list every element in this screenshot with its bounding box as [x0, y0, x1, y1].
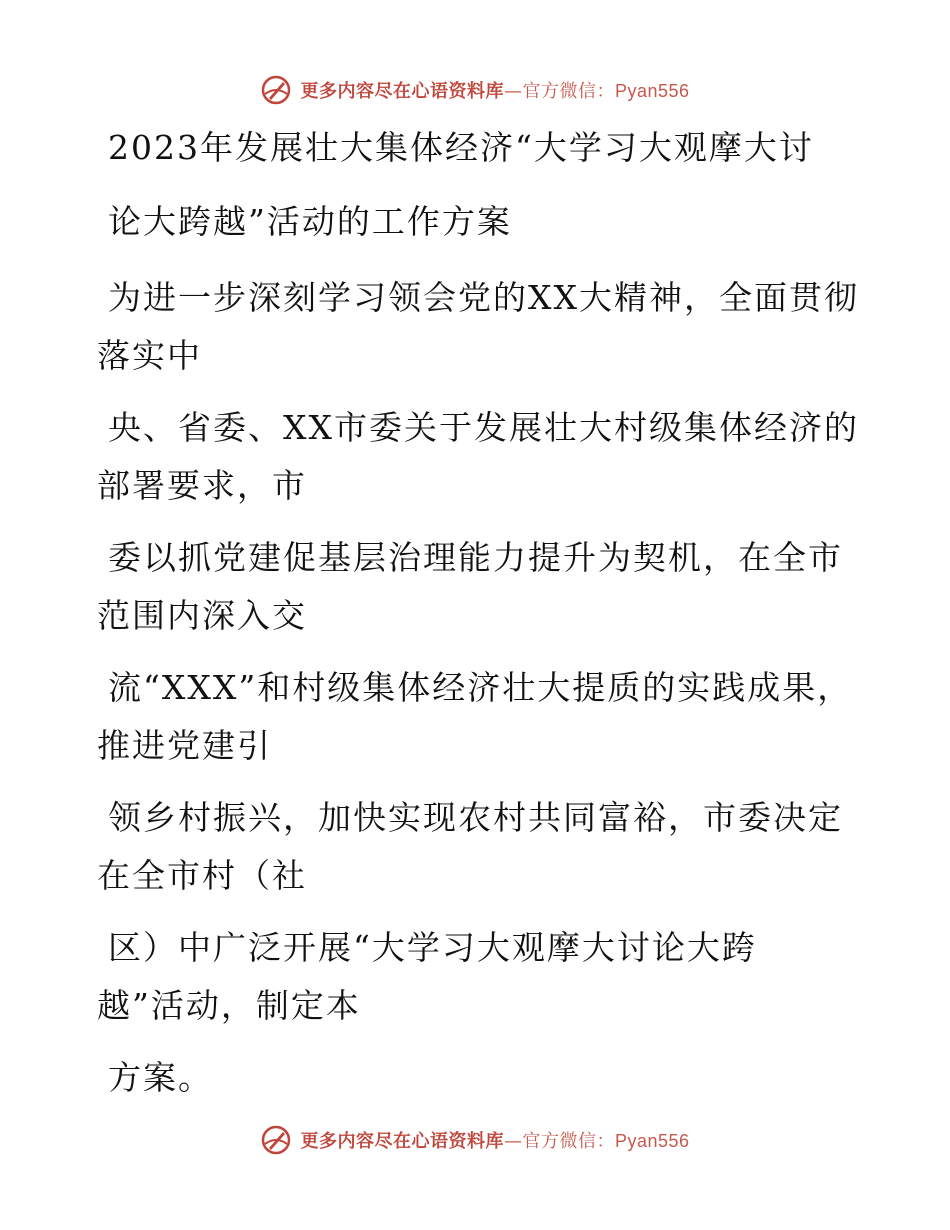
body-line-6: 范围内深入交 [97, 596, 307, 635]
body-line-1: 为进一步深刻学习领会党的XX大精神，全面贯彻 [108, 278, 859, 317]
body-line-9: 领乡村振兴，加快实现农村共同富裕，市委决定 [108, 798, 843, 837]
watermark-text [300, 1127, 689, 1153]
watermark-dash: — [503, 1131, 523, 1152]
body-line-2: 落实中 [97, 336, 202, 375]
quill-logo-icon [260, 1124, 292, 1156]
body-line-11: 区）中广泛开展“大学习大观摩大讨论大跨 [108, 928, 757, 967]
watermark-suffix: 官方微信：Pyan556 [522, 81, 690, 101]
body-line-5: 委以抓党建促基层治理能力提升为契机，在全市 [108, 538, 843, 577]
watermark-brand: 更多内容尽在心语资料库 [300, 81, 504, 102]
body-line-3: 央、省委、XX市委关于发展壮大村级集体经济的 [108, 408, 859, 447]
body-line-7: 流“XXX”和村级集体经济壮大提质的实践成果， [108, 668, 853, 707]
body-line-10: 在全市村（社 [97, 856, 307, 895]
document-title-line-2: 论大跨越”活动的工作方案 [108, 202, 512, 241]
body-line-12: 越”活动，制定本 [97, 986, 361, 1025]
watermark-suffix: 官方微信：Pyan556 [522, 1131, 690, 1151]
body-line-13: 方案。 [108, 1058, 213, 1097]
watermark-dash: — [503, 81, 523, 102]
body-line-8: 推进党建引 [97, 726, 272, 765]
watermark-text [300, 77, 689, 103]
body-line-4: 部署要求，市 [97, 466, 307, 505]
watermark-footer [0, 1120, 950, 1160]
watermark-brand: 更多内容尽在心语资料库 [300, 1131, 504, 1152]
quill-logo-icon [260, 74, 292, 106]
document-title-line-1: 2023年发展壮大集体经济“大学习大观摩大讨 [108, 128, 814, 167]
watermark-header [0, 70, 950, 110]
